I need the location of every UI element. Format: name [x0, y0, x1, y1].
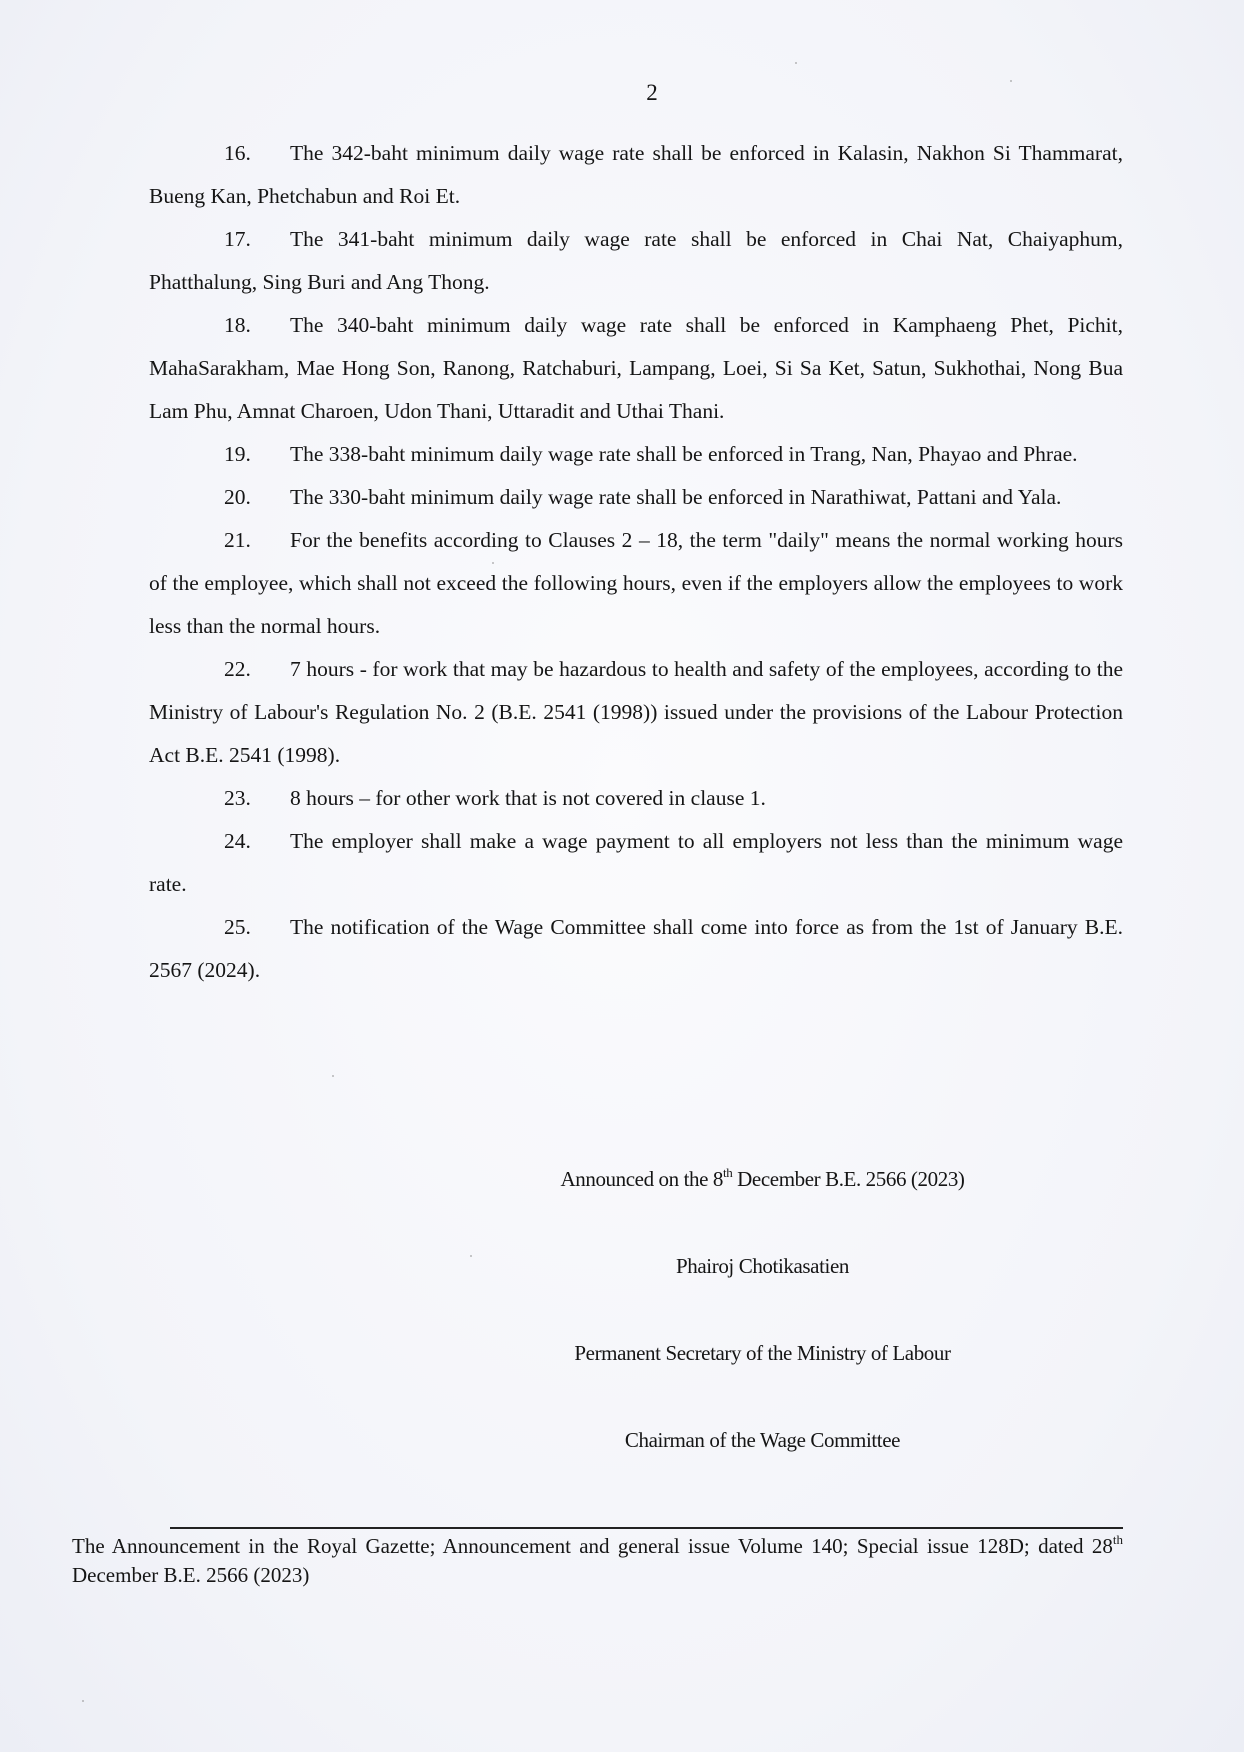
clause-23 [149, 777, 1123, 820]
clause-24 [149, 820, 1123, 906]
clause-text: The 330-baht minimum daily wage rate shall be enforced in Narathiwat, Pattani and Yala. [290, 485, 1062, 509]
clause-18 [149, 304, 1123, 433]
clause-text: The 342-baht minimum daily wage rate shall be enforced in Kalasin, Nakhon Si Thammarat, Bueng Kan, Phetchabun and Roi Et. [149, 141, 1123, 208]
announcement-date-prefix: Announced on the 8 [560, 1167, 723, 1191]
clause-16 [149, 132, 1123, 218]
signatory-title-2: Chairman of the Wage Committee [624, 1428, 901, 1452]
signatory-name: Phairoj Chotikasatien [676, 1254, 849, 1278]
clause-19 [149, 433, 1123, 476]
clause-25 [149, 906, 1123, 992]
clause-text: The 341-baht minimum daily wage rate shall be enforced in Chai Nat, Chaiyaphum, Phatthalung, Sing Buri and Ang Thong. [149, 227, 1123, 294]
footnote-divider [170, 1527, 1123, 1529]
clause-text: 7 hours - for work that may be hazardous to health and safety of the employees, according to the Ministry of Labour's Regulation No. 2 (B.E. 2541 (1998)) issued under the provisions of the Labour Protection Act B.E. 2541 (1998). [149, 657, 1123, 767]
clause-number: 21. [224, 528, 251, 552]
clause-text: For the benefits according to Clauses 2 – 18, the term "daily" means the normal working hours of the employee, which shall not exceed the following hours, even if the employers allow the employees to work less than the normal hours. [149, 528, 1123, 638]
clause-20 [149, 476, 1123, 519]
announcement-date-suffix: December B.E. 2566 (2023) [732, 1167, 965, 1191]
scan-speck [82, 1700, 84, 1702]
footnote-superscript: th [1112, 1532, 1123, 1547]
scan-speck [795, 62, 797, 64]
clause-list [149, 132, 1123, 992]
clause-text: 8 hours – for other work that is not covered in clause 1. [290, 786, 766, 810]
scan-speck [470, 1255, 472, 1257]
clause-number: 20. [224, 485, 251, 509]
clause-text: The employer shall make a wage payment to all employers not less than the minimum wage rate. [149, 829, 1123, 896]
clause-text: The 338-baht minimum daily wage rate shall be enforced in Trang, Nan, Phayao and Phrae. [290, 442, 1078, 466]
clause-number: 18. [224, 313, 251, 337]
footnote-text-suffix: December B.E. 2566 (2023) [72, 1563, 310, 1587]
announcement-date-superscript: th [723, 1165, 733, 1180]
clause-17 [149, 218, 1123, 304]
clause-number: 25. [224, 915, 251, 939]
clause-number: 17. [224, 227, 251, 251]
clause-number: 22. [224, 657, 251, 681]
announcement-date [200, 1167, 1244, 1192]
scan-speck [332, 1075, 334, 1077]
clause-number: 19. [224, 442, 251, 466]
clause-number: 16. [224, 141, 251, 165]
scan-speck [492, 562, 494, 564]
clause-text: The 340-baht minimum daily wage rate shall be enforced in Kamphaeng Phet, Pichit, MahaSarakham, Mae Hong Son, Ranong, Ratchaburi, Lampang, Loei, Si Sa Ket, Satun, Sukhothai, Nong Bua Lam Phu, Amnat Charoen, Udon Thani, Uttaradit and Uthai Thani. [149, 313, 1123, 423]
footnote-text-prefix: The Announcement in the Royal Gazette; Announcement and general issue Volume 140; Special issue 128D; dated 28 [72, 1534, 1113, 1558]
clause-number: 23. [224, 786, 251, 810]
clause-22 [149, 648, 1123, 777]
clause-text: The notification of the Wage Committee shall come into force as from the 1st of January B.E. 2567 (2024). [149, 915, 1123, 982]
signatory-title-1: Permanent Secretary of the Ministry of Labour [574, 1341, 951, 1365]
footnote [72, 1533, 1123, 1588]
clause-number: 24. [224, 829, 251, 853]
scan-speck [1010, 80, 1012, 82]
page-number: 2 [646, 80, 658, 105]
clause-21 [149, 519, 1123, 648]
